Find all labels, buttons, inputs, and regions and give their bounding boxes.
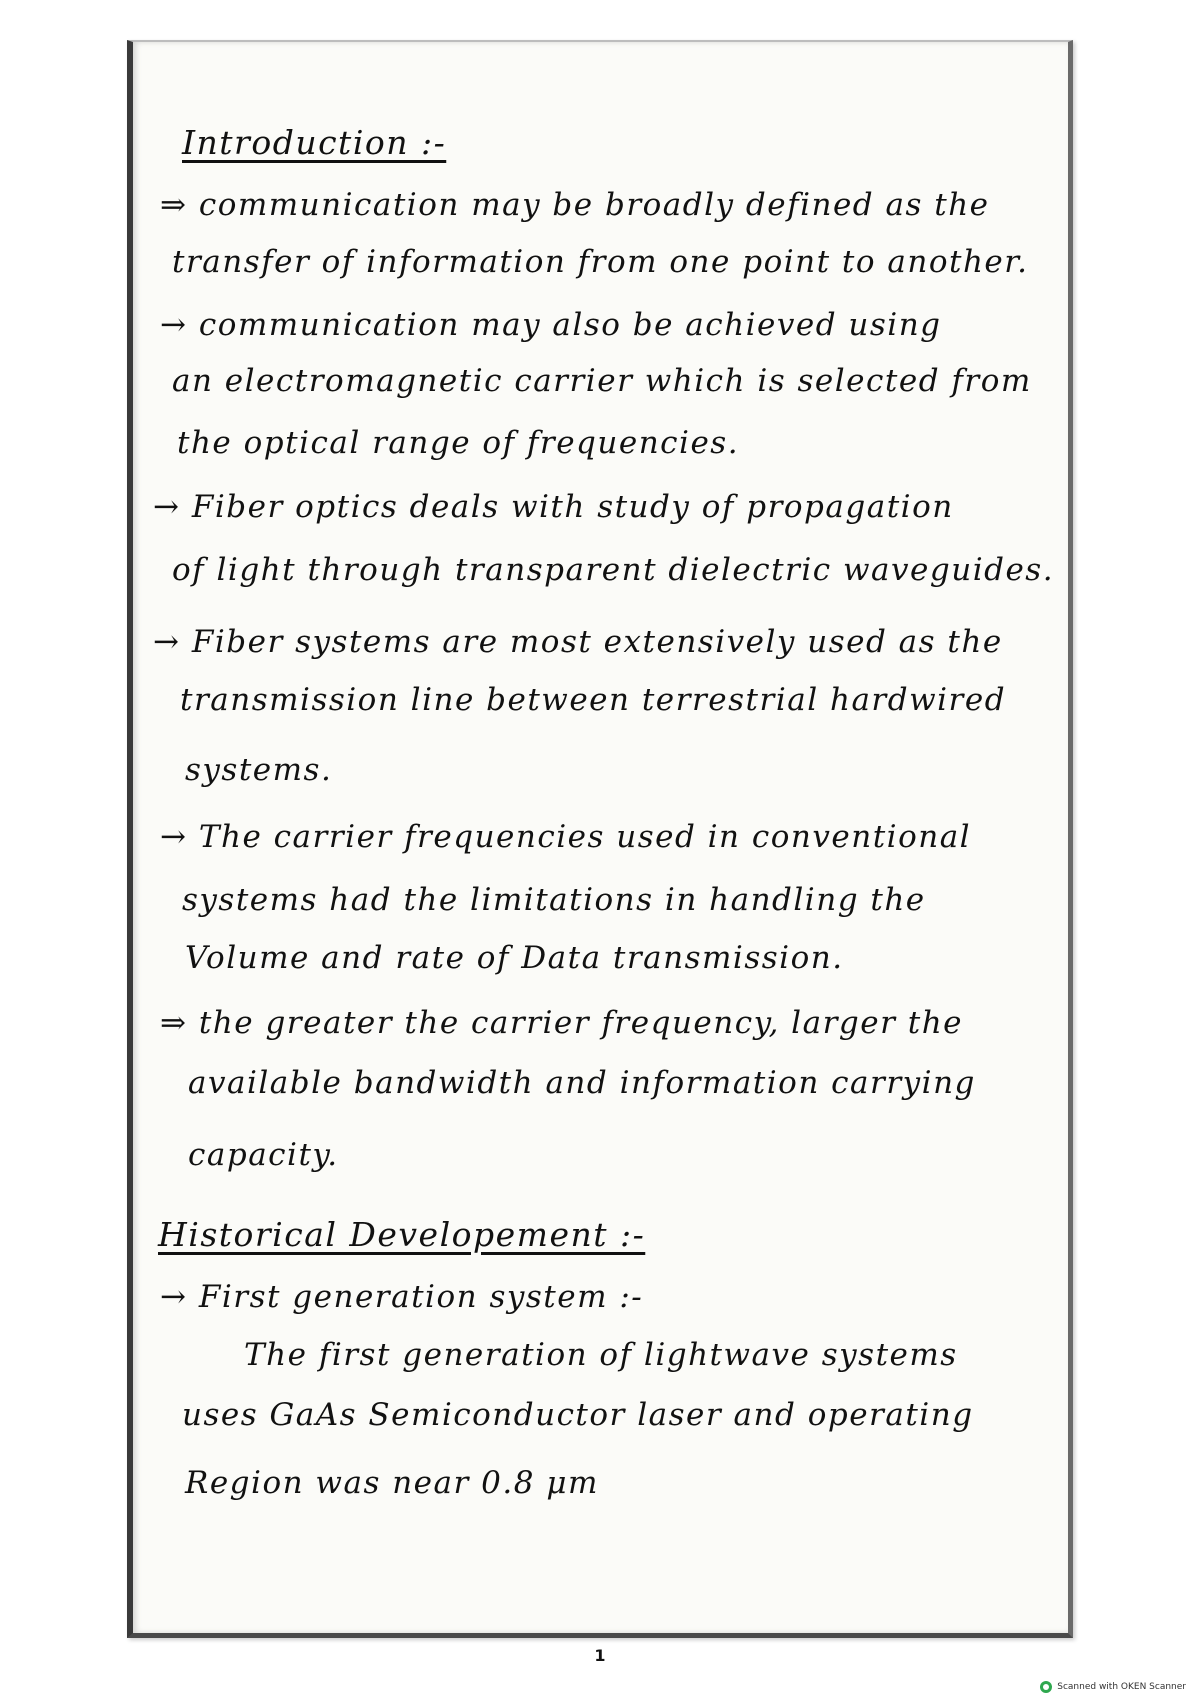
note-line: ⇒ communication may be broadly defined as the <box>160 187 990 223</box>
note-line: ⇒ the greater the carrier frequency, larger the <box>160 1005 964 1041</box>
note-line: Volume and rate of Data transmission. <box>185 940 844 976</box>
note-line: The first generation of lightwave systems <box>244 1337 958 1373</box>
oken-scanner-logo-icon <box>1040 1681 1052 1693</box>
note-line: of light through transparent dielectric waveguides. <box>172 552 1055 588</box>
note-line: → The carrier frequencies used in conventional <box>160 819 972 855</box>
page-number: 1 <box>594 1646 606 1665</box>
note-line: systems had the limitations in handling the <box>182 882 926 918</box>
note-line: the optical range of frequencies. <box>177 425 740 461</box>
note-line: uses GaAs Semiconductor laser and operating <box>182 1397 974 1433</box>
note-line: capacity. <box>188 1137 339 1173</box>
note-line: available bandwidth and information carrying <box>188 1065 976 1101</box>
note-line: → Fiber optics deals with study of propagation <box>153 489 954 525</box>
scanner-watermark-text: Scanned with OKEN Scanner <box>1057 1682 1186 1692</box>
section-heading-introduction: Introduction :- <box>182 123 447 162</box>
note-line: → Fiber systems are most extensively used as the <box>153 624 1003 660</box>
note-line: transmission line between terrestrial hardwired <box>180 682 1007 718</box>
note-line: Region was near 0.8 μm <box>185 1465 599 1501</box>
scanner-watermark <box>1040 1681 1186 1693</box>
section-heading-historical-development: Historical Developement :- <box>158 1215 646 1254</box>
note-line: systems. <box>185 752 333 788</box>
note-line: transfer of information from one point to another. <box>172 244 1029 280</box>
subheading-first-generation: → First generation system :- <box>160 1279 644 1315</box>
note-line: → communication may also be achieved using <box>160 307 942 343</box>
note-line: an electromagnetic carrier which is selected from <box>172 363 1032 399</box>
